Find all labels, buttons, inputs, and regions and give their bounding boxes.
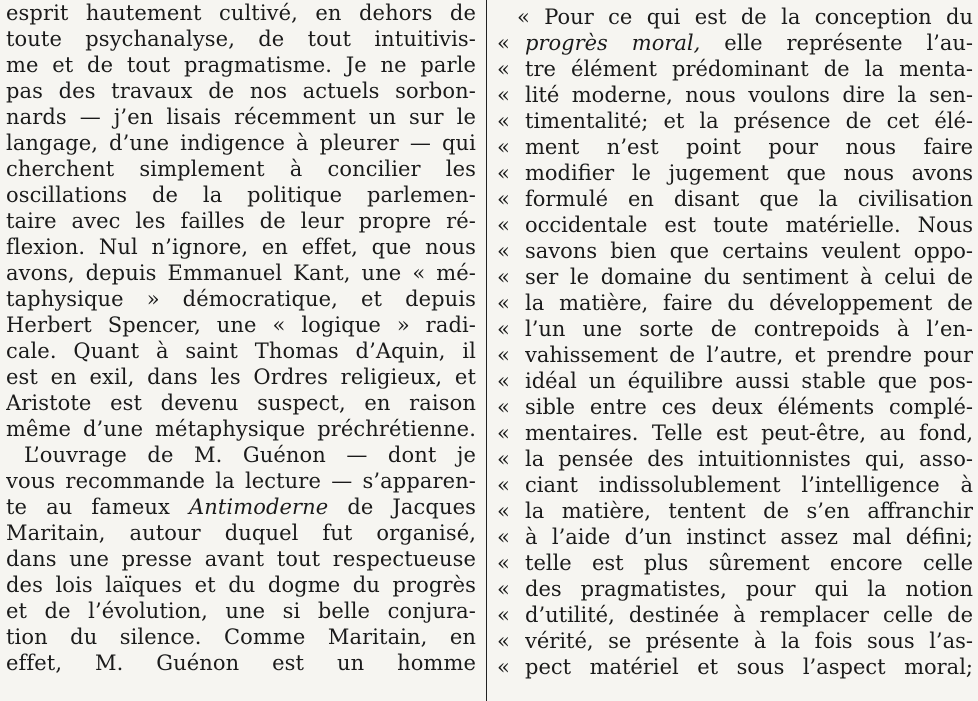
right-line-4-text: lité moderne, nous voulons dire la sen-: [525, 83, 973, 107]
right-line-10-text: savons bien que certains veulent oppo-: [525, 239, 973, 263]
right-line-25-text: vérité, se présente à la fois sous l’as-: [525, 629, 973, 653]
quote-mark: «: [497, 265, 510, 289]
right-line-2-text: [525, 30, 973, 56]
left-column: [6, 0, 476, 701]
right-line-21: [497, 524, 973, 550]
quote-mark: «: [497, 317, 510, 341]
left-line-9: taire avec les failles de leur propre ré-: [6, 209, 476, 233]
left-line-17: même d’une métaphysique préchrétienne.: [6, 417, 476, 441]
book-title-antimoderne: Antimoderne: [188, 495, 329, 519]
right-line-4: [497, 82, 973, 108]
right-line-21-text: à l’aide d’un instinct assez mal défini;: [525, 525, 973, 549]
left-line-4: pas des travaux de nos actuels sorbon-: [6, 79, 476, 103]
right-line-15-text: idéal un équilibre aussi stable que pos-: [525, 369, 973, 393]
right-line-24: [497, 602, 973, 628]
right-line-1: [497, 4, 973, 30]
left-line-18: L’ouvrage de M. Guénon — dont je: [24, 443, 476, 467]
left-line-14: cale. Quant à saint Thomas d’Aquin, il: [6, 339, 476, 363]
right-line-13-text: l’un une sorte de contrepoids à l’en-: [525, 317, 973, 341]
left-line-11: avons, depuis Emmanuel Kant, une « mé-: [6, 261, 476, 285]
left-line-20: [6, 494, 476, 520]
quote-mark: «: [497, 603, 510, 627]
left-line-23: des lois laïques et du dogme du progrès: [6, 573, 476, 597]
right-line-25: [497, 628, 973, 654]
right-line-3-text: tre élément prédominant de la menta-: [525, 57, 973, 81]
left-line-21: Maritain, autour duquel fut organisé,: [6, 521, 476, 545]
quote-mark: «: [497, 395, 510, 419]
left-line-10: flexion. Nul n’ignore, en effet, que nous: [6, 235, 476, 259]
left-line-22: dans une presse avant tout respectueuse: [6, 547, 476, 571]
right-line-26: [497, 654, 973, 680]
right-line-18: [497, 446, 973, 472]
left-line-3: me et de tout pragmatisme. Je ne parle: [6, 53, 476, 77]
right-line-7-text: modifier le jugement que nous avons: [525, 161, 973, 185]
right-line-13: [497, 316, 973, 342]
left-line-26: effet, M. Guénon est un homme: [6, 651, 476, 675]
right-line-23-text: des pragmatistes, pour qui la notion: [525, 577, 973, 601]
right-line-23: [497, 576, 973, 602]
quote-mark: «: [497, 343, 510, 367]
right-line-6-text: ment n’est point pour nous faire: [525, 135, 973, 159]
quote-mark: «: [497, 525, 510, 549]
right-line-9-text: occidentale est toute matérielle. Nous: [525, 213, 973, 237]
right-line-14-text: vahissement de l’autre, et prendre pour: [525, 343, 973, 367]
right-line-20-text: la matière, tentent de s’en affranchir: [525, 499, 973, 523]
right-line-26-text: pect matériel et sous l’aspect moral;: [525, 655, 973, 679]
right-line-6: [497, 134, 973, 160]
quote-mark: «: [497, 161, 510, 185]
right-line-8: [497, 186, 973, 212]
right-line-11: [497, 264, 973, 290]
right-line-15: [497, 368, 973, 394]
right-line-16-text: sible entre ces deux éléments complé-: [525, 395, 973, 419]
right-line-7: [497, 160, 973, 186]
right-line-19: [497, 472, 973, 498]
left-line-20-start: te au fameux: [6, 495, 189, 519]
right-line-24-text: d’utilité, destinée à remplacer celle de: [525, 603, 973, 627]
quote-mark: «: [497, 135, 510, 159]
quote-mark: «: [497, 83, 510, 107]
left-line-12: taphysique » démocratique, et depuis: [6, 287, 476, 311]
left-line-24: et de l’évolution, une si belle conjura-: [6, 599, 476, 623]
left-line-25: tion du silence. Comme Maritain, en: [6, 625, 476, 649]
quote-mark: «: [497, 213, 510, 237]
left-line-6: langage, d’une indigence à pleurer — qui: [6, 131, 476, 155]
right-line-2-tail: elle représente l’au-: [700, 31, 973, 55]
quote-mark: «: [497, 655, 510, 679]
quote-mark: «: [497, 57, 510, 81]
right-line-17: [497, 420, 973, 446]
right-line-12-text: la matière, faire du développement de: [525, 291, 973, 315]
quote-mark: «: [497, 369, 510, 393]
quote-mark: «: [497, 551, 510, 575]
left-line-15: est en exil, dans les Ordres religieux, et: [6, 365, 476, 389]
quote-mark: «: [497, 447, 510, 471]
left-line-1: esprit hautement cultivé, en dehors de: [6, 1, 476, 25]
left-line-19: vous recommande la lecture — s’apparen-: [6, 469, 476, 493]
left-line-5: nards — j’en lisais récemment un sur le: [6, 105, 476, 129]
quote-mark: «: [497, 187, 510, 211]
quote-mark: «: [497, 577, 510, 601]
left-line-2: toute psychanalyse, de tout intuitivis-: [6, 27, 476, 51]
right-line-12: [497, 290, 973, 316]
right-line-8-text: formulé en disant que la civilisation: [525, 187, 973, 211]
quote-mark: «: [497, 421, 510, 445]
right-line-9: [497, 212, 973, 238]
left-line-8: oscillations de la politique parlemen-: [6, 183, 476, 207]
quote-mark: «: [497, 291, 510, 315]
right-line-22-text: telle est plus sûrement encore celle: [525, 551, 973, 575]
right-line-18-text: la pensée des intuitionnistes qui, asso-: [525, 447, 973, 471]
quote-mark: «: [497, 629, 510, 653]
right-line-10: [497, 238, 973, 264]
right-line-22: [497, 550, 973, 576]
right-line-5: [497, 108, 973, 134]
right-line-5-text: timentalité; et la présence de cet élé-: [525, 109, 973, 133]
left-line-16: Aristote est devenu suspect, en raison: [6, 391, 476, 415]
quote-mark: «: [497, 239, 510, 263]
quote-mark: «: [497, 31, 510, 55]
right-line-3: [497, 56, 973, 82]
right-line-11-text: ser le domaine du sentiment à celui de: [525, 265, 973, 289]
left-line-7: cherchent simplement à concilier les: [6, 157, 476, 181]
quote-mark: «: [497, 109, 510, 133]
right-line-1-text: « Pour ce qui est de la conception du: [517, 5, 973, 29]
right-line-19-text: ciant indissolublement l’intelligence à: [525, 473, 973, 497]
right-line-2: [497, 30, 973, 56]
progres-moral-italic: progrès moral,: [525, 31, 701, 55]
quote-mark: «: [497, 499, 510, 523]
quote-mark: «: [497, 473, 510, 497]
right-line-17-text: mentaires. Telle est peut-être, au fond,: [525, 421, 973, 445]
right-line-14: [497, 342, 973, 368]
left-line-20-end: de Jacques: [328, 495, 476, 519]
right-line-20: [497, 498, 973, 524]
column-divider: [486, 0, 487, 701]
left-line-13: Herbert Spencer, une « logique » radi-: [6, 313, 476, 337]
right-line-16: [497, 394, 973, 420]
right-column: [497, 0, 973, 701]
